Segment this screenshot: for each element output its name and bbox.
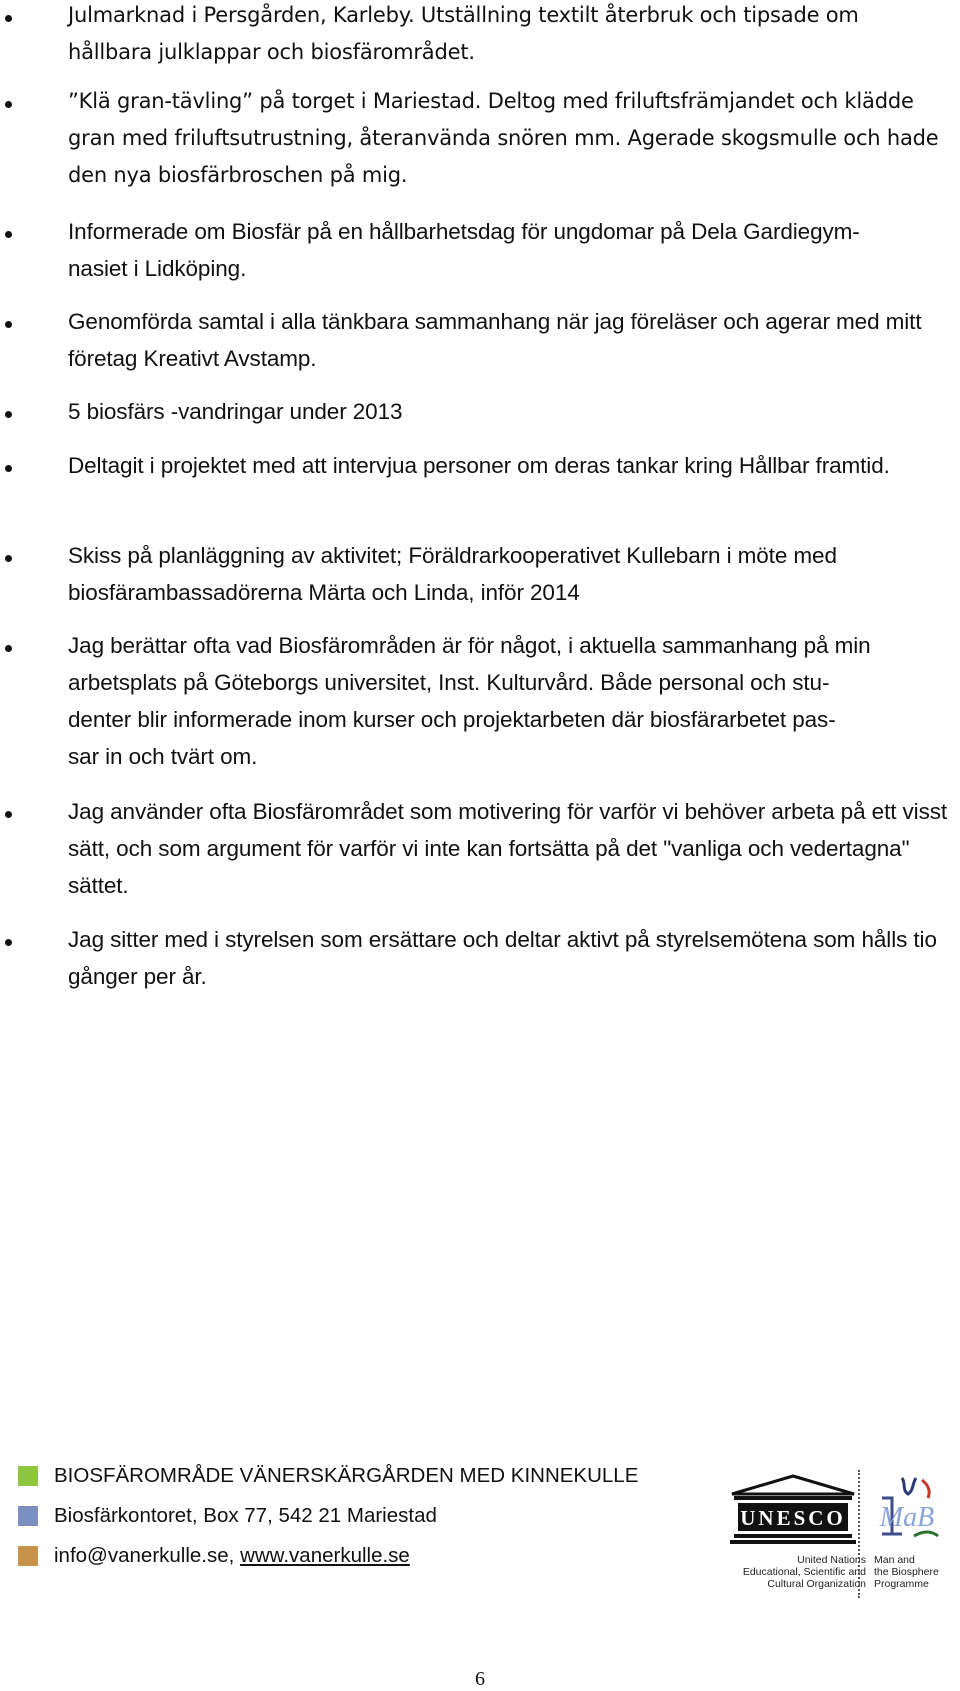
mab-wordmark: MaB [879, 1502, 935, 1533]
unesco-logo [726, 1474, 860, 1546]
list-item-text: Informerade om Biosfär på en hållbarhetsdag för ungdomar på Dela Gardiegym- nasiet i Lidköping. [68, 219, 860, 281]
footer-contact-row [18, 1544, 410, 1568]
list-item-text: Skiss på planläggning av aktivitet; Föräldrarkooperativet Kullebarn i möte med biosfärambassadörerna Märta och Linda, inför 2014 [68, 543, 837, 605]
bullet-icon [5, 411, 12, 418]
bullet-icon [5, 231, 12, 238]
unesco-caption: United Nations Educational, Scientific and Cultural Organization [742, 1554, 866, 1590]
list-item-text: 5 biosfärs -vandringar under 2013 [68, 399, 403, 424]
email-link[interactable]: info@vanerkulle.se, [54, 1544, 235, 1567]
bullet-icon [5, 465, 12, 472]
list-item-text: Jag sitter med i styrelsen som ersättare och deltar aktivt på styrelsemötena som hålls tio gånger per år. [68, 927, 937, 989]
list-item-text: Jag använder ofta Biosfärområdet som motivering för varför vi behöver arbeta på ett visst sätt, och som argument för varför vi inte kan fortsätta på det "vanliga och vedertagna" sättet. [68, 799, 948, 898]
footer-address-row [18, 1504, 437, 1528]
bullet-icon [5, 15, 12, 22]
bullet-icon [5, 939, 12, 946]
list-item-text: Genomförda samtal i alla tänkbara sammanhang när jag föreläser och agerar med mitt företag Kreativt Avstamp. [68, 309, 922, 371]
bullet-icon [5, 555, 12, 562]
list-item-text: ”Klä gran-tävling” på torget i Mariestad. Deltog med friluftsfrämjandet och klädde gran med friluftsutrustning, återanvända snören mm. Agerade skogsmulle och hade den nya biosfärbroschen på mig. [68, 89, 939, 187]
list-item-text: Julmarknad i Persgården, Karleby. Utställning textilt återbruk och tipsade om hållbara julklappar och biosfärområdet. [68, 3, 859, 64]
blue-square-icon [18, 1506, 38, 1526]
orange-square-icon [18, 1546, 38, 1566]
footer-org-row [18, 1464, 638, 1488]
bullet-icon [5, 811, 12, 818]
bullet-icon [5, 645, 12, 652]
logo-divider [858, 1470, 862, 1598]
green-square-icon [18, 1466, 38, 1486]
list-item-text: Deltagit i projektet med att intervjua personer om deras tankar kring Hållbar framtid. [68, 453, 890, 478]
mab-logo [872, 1474, 942, 1546]
org-name: BIOSFÄROMRÅDE VÄNERSKÄRGÅRDEN MED KINNEKULLE [54, 1464, 639, 1487]
bullet-icon [5, 321, 12, 328]
bullet-icon [5, 101, 12, 108]
website-link[interactable]: www.vanerkulle.se [240, 1544, 410, 1567]
mab-caption: Man and the Biosphere Programme [874, 1554, 939, 1590]
address: Biosfärkontoret, Box 77, 542 21 Mariestad [54, 1504, 437, 1527]
unesco-wordmark: UNESCO [740, 1506, 846, 1530]
list-item-text: Jag berättar ofta vad Biosfärområden är för något, i aktuella sammanhang på min arbetsplats på Göteborgs universitet, Inst. Kulturvård. Både personal och stu- denter blir informerade inom kurser och projektarbeten där biosfärarbetet pas- sar in och tvärt om. [68, 633, 871, 769]
page-number: 6 [475, 1668, 485, 1690]
